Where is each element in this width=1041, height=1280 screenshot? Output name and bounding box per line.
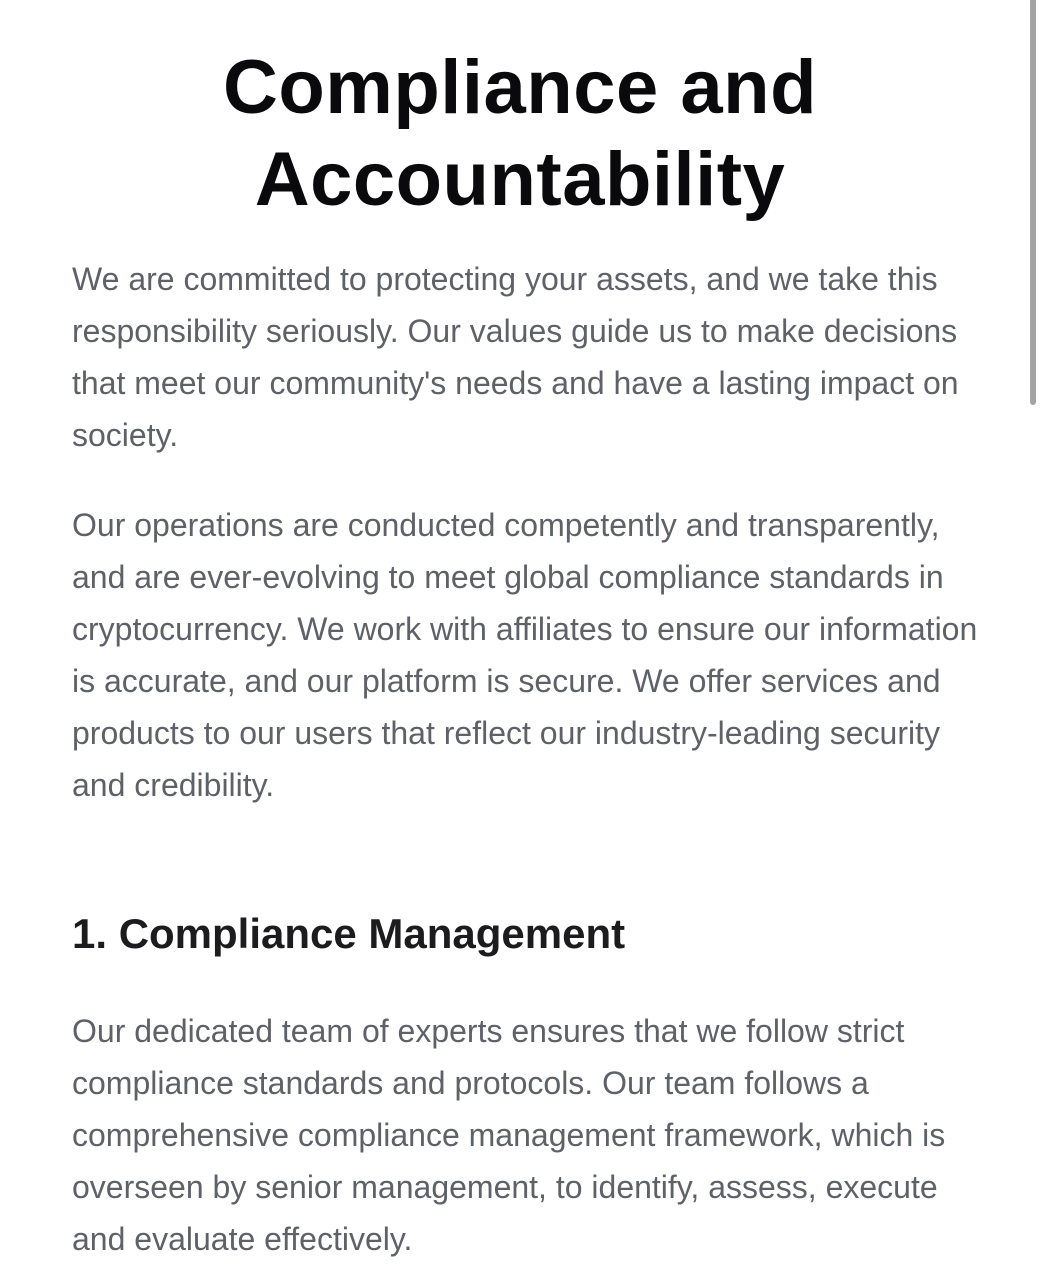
vertical-scrollbar[interactable] (1029, 0, 1041, 1280)
page-title-line-1: Compliance and (223, 45, 817, 130)
section-body-compliance-management: Our dedicated team of experts ensures that we follow strict compliance standards and protocols. Our team follows a comprehensive compliance management framework, which is overseen by senior management, to identify, assess, execute and evaluate effectively. (72, 1013, 946, 1257)
page-title-line-2: Accountability (254, 137, 786, 222)
scrollbar-thumb[interactable] (1030, 0, 1036, 405)
section-heading-compliance-management: 1. Compliance Management (72, 910, 626, 957)
intro-paragraph-1: We are committed to protecting your assets, and we take this responsibility seriously. Our values guide us to make decisions that meet our community's needs and have a lasting impact on society. (72, 261, 959, 453)
page-title (40, 42, 1000, 226)
intro-paragraph-2: Our operations are conducted competently and transparently, and are ever-evolving to meet global compliance standards in cryptocurrency. We work with affiliates to ensure our information is accurate, and our platform is secure. We offer services and products to our users that reflect our industry-leading security and credibility. (72, 507, 978, 803)
